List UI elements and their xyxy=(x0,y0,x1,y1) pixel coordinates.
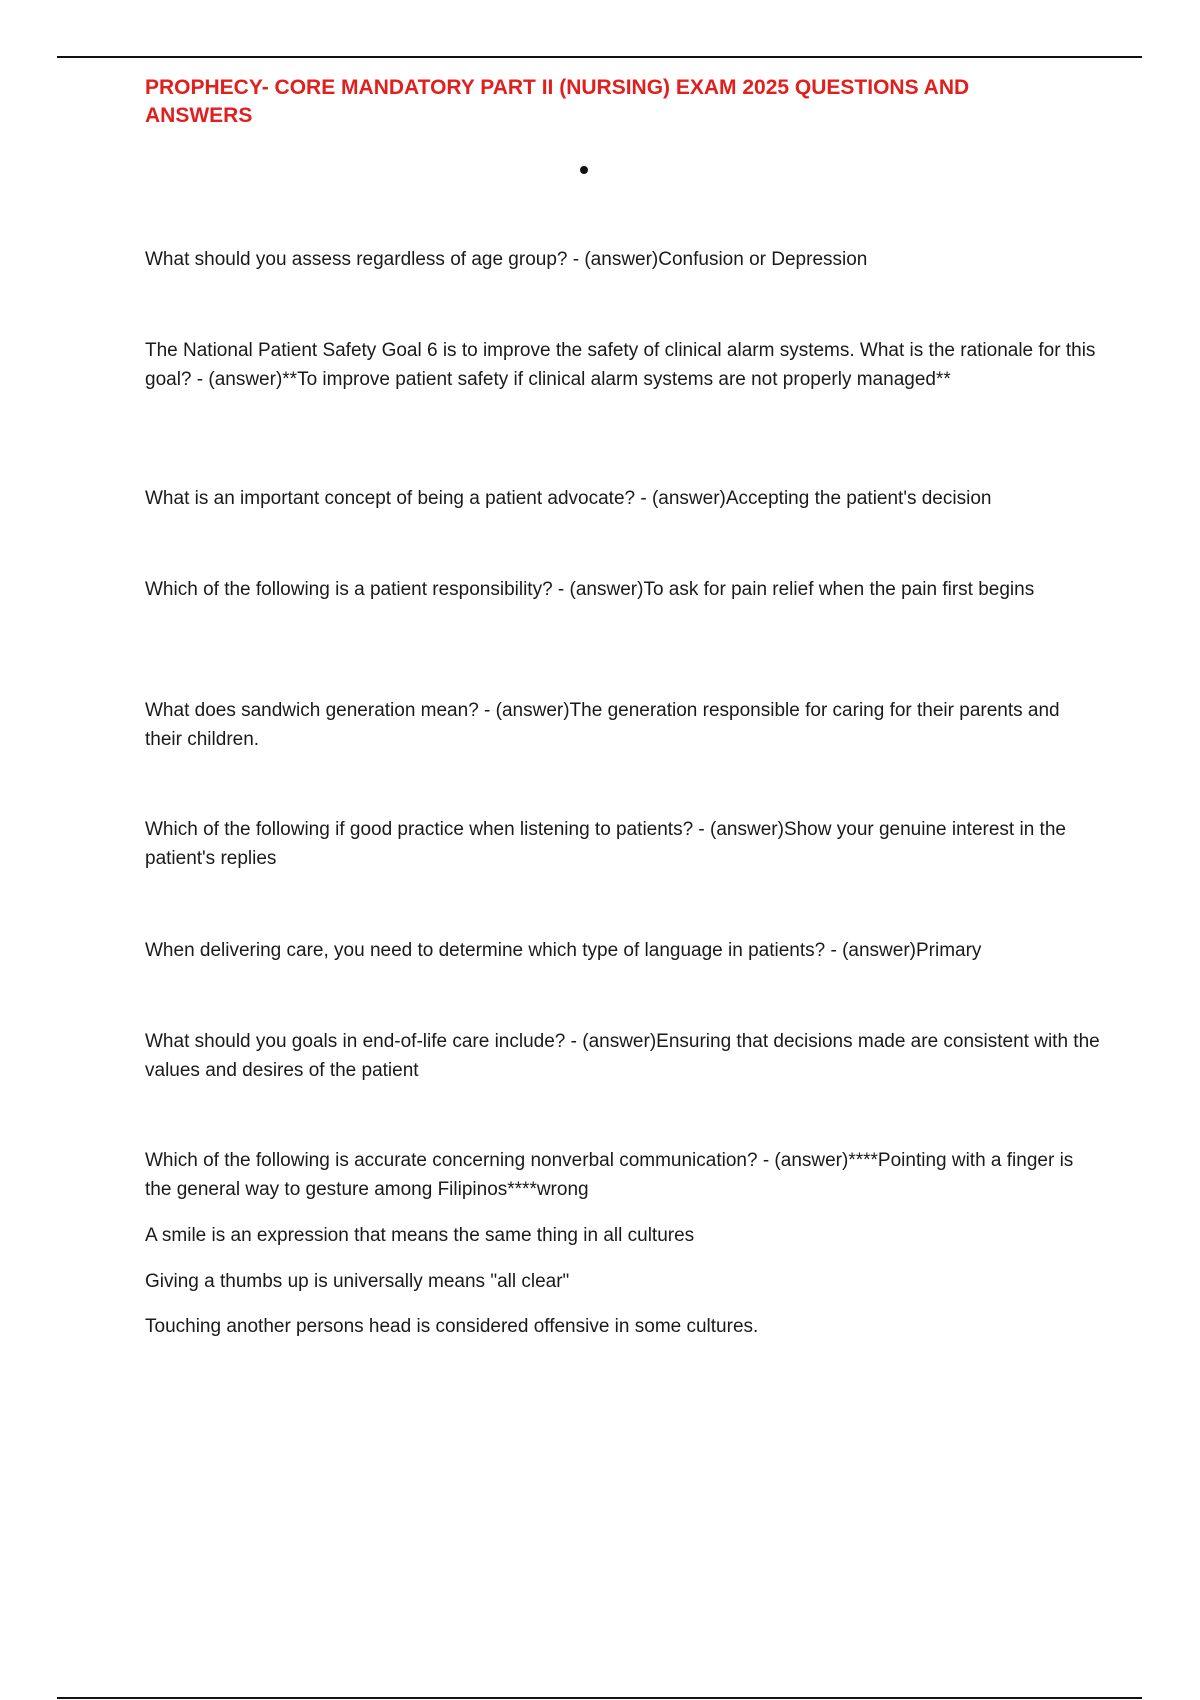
qa-item-8: What should you goals in end-of-life care include? - (answer)Ensuring that decisions made are consistent with the values and desires of the patient xyxy=(145,1031,1100,1081)
top-rule xyxy=(57,56,1142,58)
qa-item-3: What is an important concept of being a patient advocate? - (answer)Accepting the patient's decision xyxy=(145,488,992,509)
bullet-icon xyxy=(580,166,588,174)
answer-option-2: Giving a thumbs up is universally means "all clear" xyxy=(145,1271,570,1292)
qa-item-9: Which of the following is accurate concerning nonverbal communication? - (answer)****Pointing with a finger is the general way to gesture among Filipinos****wrong xyxy=(145,1150,1074,1200)
qa-item-4: Which of the following is a patient responsibility? - (answer)To ask for pain relief when the pain first begins xyxy=(145,579,1035,600)
answer-option-1: A smile is an expression that means the same thing in all cultures xyxy=(145,1225,695,1246)
answer-option-3: Touching another persons head is considered offensive in some cultures. xyxy=(145,1316,759,1337)
qa-item-2: The National Patient Safety Goal 6 is to improve the safety of clinical alarm systems. What is the rationale for this goal? - (answer)**To improve patient safety if clinical alarm systems are not properly managed** xyxy=(145,340,1096,390)
qa-item-1: What should you assess regardless of age group? - (answer)Confusion or Depression xyxy=(145,249,868,270)
document-title: PROPHECY- CORE MANDATORY PART II (NURSING) EXAM 2025 QUESTIONS AND ANSWERS xyxy=(145,76,970,127)
bottom-rule xyxy=(57,1697,1142,1699)
qa-item-7: When delivering care, you need to determine which type of language in patients? - (answer)Primary xyxy=(145,940,982,961)
qa-item-6: Which of the following if good practice when listening to patients? - (answer)Show your genuine interest in the patient's replies xyxy=(145,819,1066,869)
qa-item-5: What does sandwich generation mean? - (answer)The generation responsible for caring for their parents and their children. xyxy=(145,700,1060,750)
